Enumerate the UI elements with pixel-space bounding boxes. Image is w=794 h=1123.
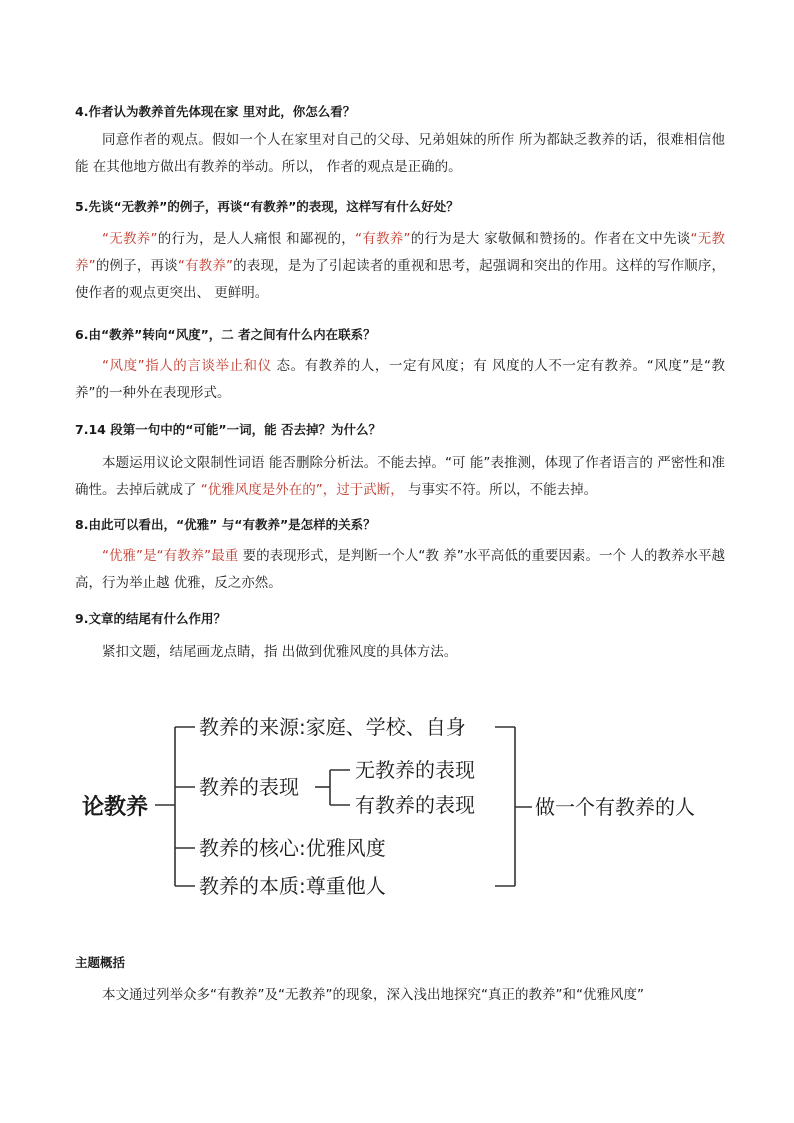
mindmap-diagram [0, 690, 794, 920]
mindmap-sub-manners: 有教养的表现 [355, 793, 475, 817]
answer-5-seg-1: “无教养” [102, 231, 158, 247]
theme-heading: 主题概括 [75, 955, 126, 970]
answer-5-seg-7: “有教养” [177, 258, 233, 274]
answer-9-text: 紧扣文题，结尾画龙点睛，指 出做到优雅风度的具体方法。 [102, 644, 458, 660]
question-5: 5.先谈“无教养”的例子，再谈“有教养”的表现，这样写有什么好处？ [75, 199, 459, 214]
answer-7-seg-1: 本题运用议论文限制性词语 能否删除分析法。不能去掉。“可 能”表推测，体现了作者语言的 严密性和准确性。去掉后就成了 [75, 455, 725, 498]
mindmap-branch-source: 教养的来源:家庭、学校、自身 [199, 715, 466, 739]
question-8: 8.由此可以看出，“优雅” 与“有教养”是怎样的关系？ [75, 517, 376, 532]
mindmap-root: 论教养 [82, 795, 149, 820]
mindmap-conclusion: 做一个有教养的人 [535, 795, 695, 819]
answer-6-seg-2: 态。有教养的人，一定有风度；有 风度的人不一定有教养。“风度”是“教养”的一种外在表现形式。 [75, 358, 725, 401]
theme-text: 本文通过列举众多“有教养”及“无教养”的现象，深入浅出地探究“真正的教养”和“优雅风度” [102, 987, 644, 1003]
answer-5-seg-2: 的行为，是人人痛恨 和鄙视的， [157, 231, 355, 247]
answer-5 [75, 226, 725, 307]
answer-8 [75, 543, 725, 597]
answer-6-seg-1: “风度”指人的言谈举止和仪 [102, 358, 272, 374]
answer-5-seg-8: 的表现，是为了引起读者的重视和思考，起强调和突出的作用。这样的写作顺序，使作者的观点更突出、 更鲜明。 [75, 258, 725, 301]
answer-9 [75, 639, 725, 666]
mindmap-sub-no-manners: 无教养的表现 [355, 758, 475, 782]
answer-5-seg-3: “有教养” [354, 231, 411, 247]
answer-7 [75, 450, 725, 504]
question-9: 9.文章的结尾有什么作用？ [75, 611, 226, 626]
answer-4-text: 同意作者的观点。假如一个人在家里对自己的父母、兄弟姐妹的所作 所为都缺乏教养的话，很难相信他能 在其他地方做出有教养的举动。所以， 作者的观点是正确的。 [75, 132, 725, 175]
answer-5-seg-6: 的例子，再谈 [95, 258, 178, 274]
mindmap-connectors [155, 727, 532, 886]
answer-5-seg-4: 的行为是大 家敬佩和赞扬的。作者在文中先谈 [410, 231, 691, 247]
mindmap-branch-core: 教养的核心:优雅风度 [199, 836, 386, 860]
mindmap-branch-manifestation: 教养的表现 [199, 775, 299, 799]
mindmap-branch-essence: 教养的本质:尊重他人 [199, 874, 386, 898]
answer-8-seg-2: 要的表现形式，是判断一个人“教 养”水平高低的重要因素。一个 人的教养水平越高，行为举止越 优雅，反之亦然。 [75, 548, 725, 591]
answer-7-seg-2: “优雅风度是外在的”，过于武断， [196, 482, 404, 498]
answer-5-seg-5: “无教养” [75, 231, 725, 274]
question-4: 4.作者认为教养首先体现在家 里对此，你怎么看？ [75, 104, 356, 119]
answer-4 [75, 127, 725, 181]
question-6: 6.由“教养”转向“风度”，二 者之间有什么内在联系？ [75, 327, 376, 342]
answer-7-seg-3: 与事实不符。所以，不能去掉。 [403, 482, 598, 498]
answer-6 [75, 353, 725, 407]
question-7: 7.14 段第一句中的“可能”一词，能 否去掉？为什么？ [75, 422, 381, 437]
answer-8-seg-1: “优雅”是“有教养”最重 [102, 548, 239, 564]
